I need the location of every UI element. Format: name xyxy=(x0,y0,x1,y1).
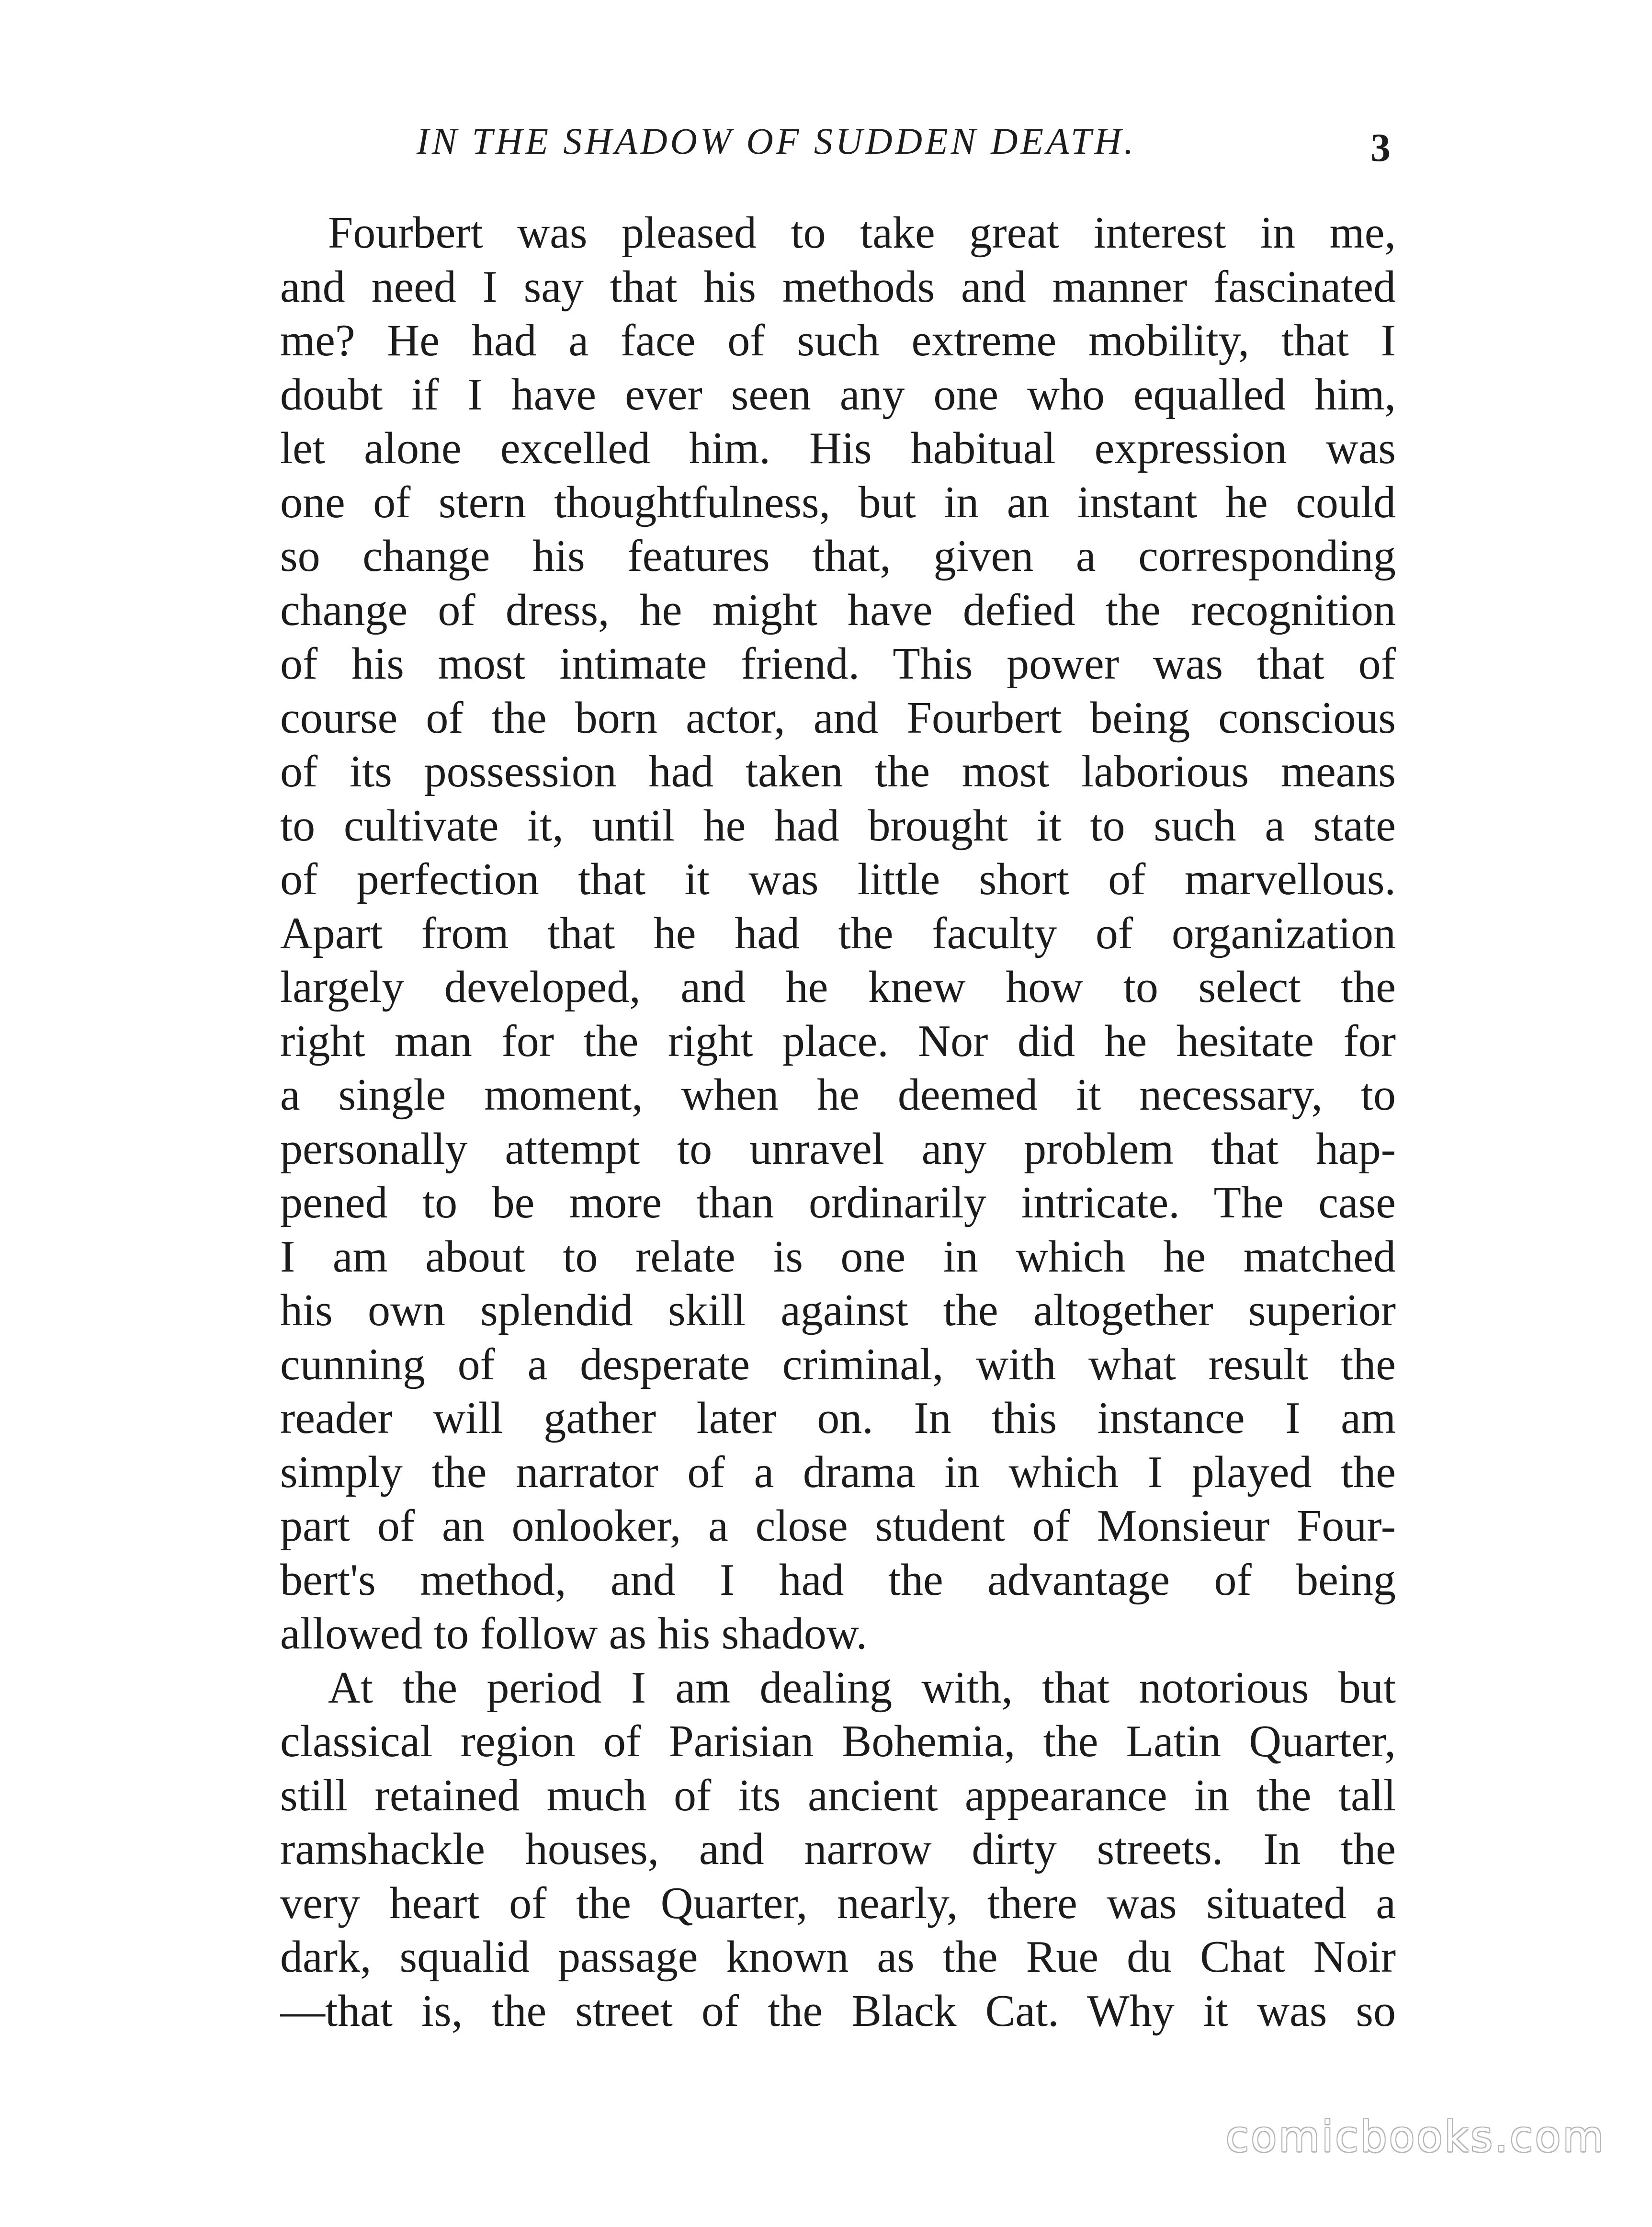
text-line: doubt if I have ever seen any one who equalled him, xyxy=(280,369,1396,420)
page-number: 3 xyxy=(1370,125,1391,170)
text-line: largely developed, and he knew how to select the xyxy=(280,962,1396,1012)
text-line: reader will gather later on. In this instance I am xyxy=(280,1393,1396,1443)
text-line: —that is, the street of the Black Cat. Why it was so xyxy=(280,1986,1396,2036)
text-line: cunning of a desperate criminal, with what result the xyxy=(280,1339,1396,1389)
text-line: a single moment, when he deemed it necessary, to xyxy=(280,1070,1396,1120)
text-line: part of an onlooker, a close student of Monsieur Four- xyxy=(280,1501,1396,1551)
text-line: personally attempt to unravel any problem that hap- xyxy=(280,1124,1396,1174)
text-line: me? He had a face of such extreme mobility, that I xyxy=(280,316,1396,365)
text-line: Apart from that he had the faculty of organization xyxy=(280,908,1396,958)
text-line: and need I say that his methods and manner fascinated xyxy=(280,261,1396,312)
text-line: of his most intimate friend. This power was that of xyxy=(280,639,1396,689)
text-line: Fourbert was pleased to take great interest in me, xyxy=(328,208,1396,258)
text-line: pened to be more than ordinarily intricate. The case xyxy=(280,1178,1396,1227)
text-line: to cultivate it, until he had brought it to such a state xyxy=(280,800,1396,851)
text-line: of perfection that it was little short of marvellous. xyxy=(280,854,1396,904)
text-line: bert's method, and I had the advantage of being xyxy=(280,1555,1396,1605)
source-watermark: comicbooks.com xyxy=(1226,2112,1606,2161)
text-line: I am about to relate is one in which he matched xyxy=(280,1231,1396,1282)
text-line: his own splendid skill against the altogether superior xyxy=(280,1285,1396,1335)
text-line: one of stern thoughtfulness, but in an instant he could xyxy=(280,477,1396,527)
text-line: classical region of Parisian Bohemia, the Latin Quarter, xyxy=(280,1716,1396,1766)
text-line: At the period I am dealing with, that notorious but xyxy=(328,1662,1396,1713)
text-line: of its possession had taken the most laborious means xyxy=(280,747,1396,796)
running-title: IN THE SHADOW OF SUDDEN DEATH. xyxy=(417,120,1137,162)
text-line: still retained much of its ancient appearance in the tall xyxy=(280,1770,1396,1820)
body-text xyxy=(280,206,1396,2038)
text-line: right man for the right place. Nor did he hesitate for xyxy=(280,1016,1396,1066)
text-line: ramshackle houses, and narrow dirty streets. In the xyxy=(280,1824,1396,1874)
text-line: allowed to follow as his shadow. xyxy=(280,1609,868,1659)
text-line: dark, squalid passage known as the Rue du Chat Noir xyxy=(280,1932,1396,1982)
text-line: very heart of the Quarter, nearly, there was situated a xyxy=(280,1878,1396,1928)
text-line: simply the narrator of a drama in which I played the xyxy=(280,1447,1396,1497)
text-line: course of the born actor, and Fourbert being conscious xyxy=(280,693,1396,743)
text-line: so change his features that, given a corresponding xyxy=(280,531,1396,581)
text-line: change of dress, he might have defied the recognition xyxy=(280,585,1396,635)
text-line: let alone excelled him. His habitual expression was xyxy=(280,423,1396,473)
